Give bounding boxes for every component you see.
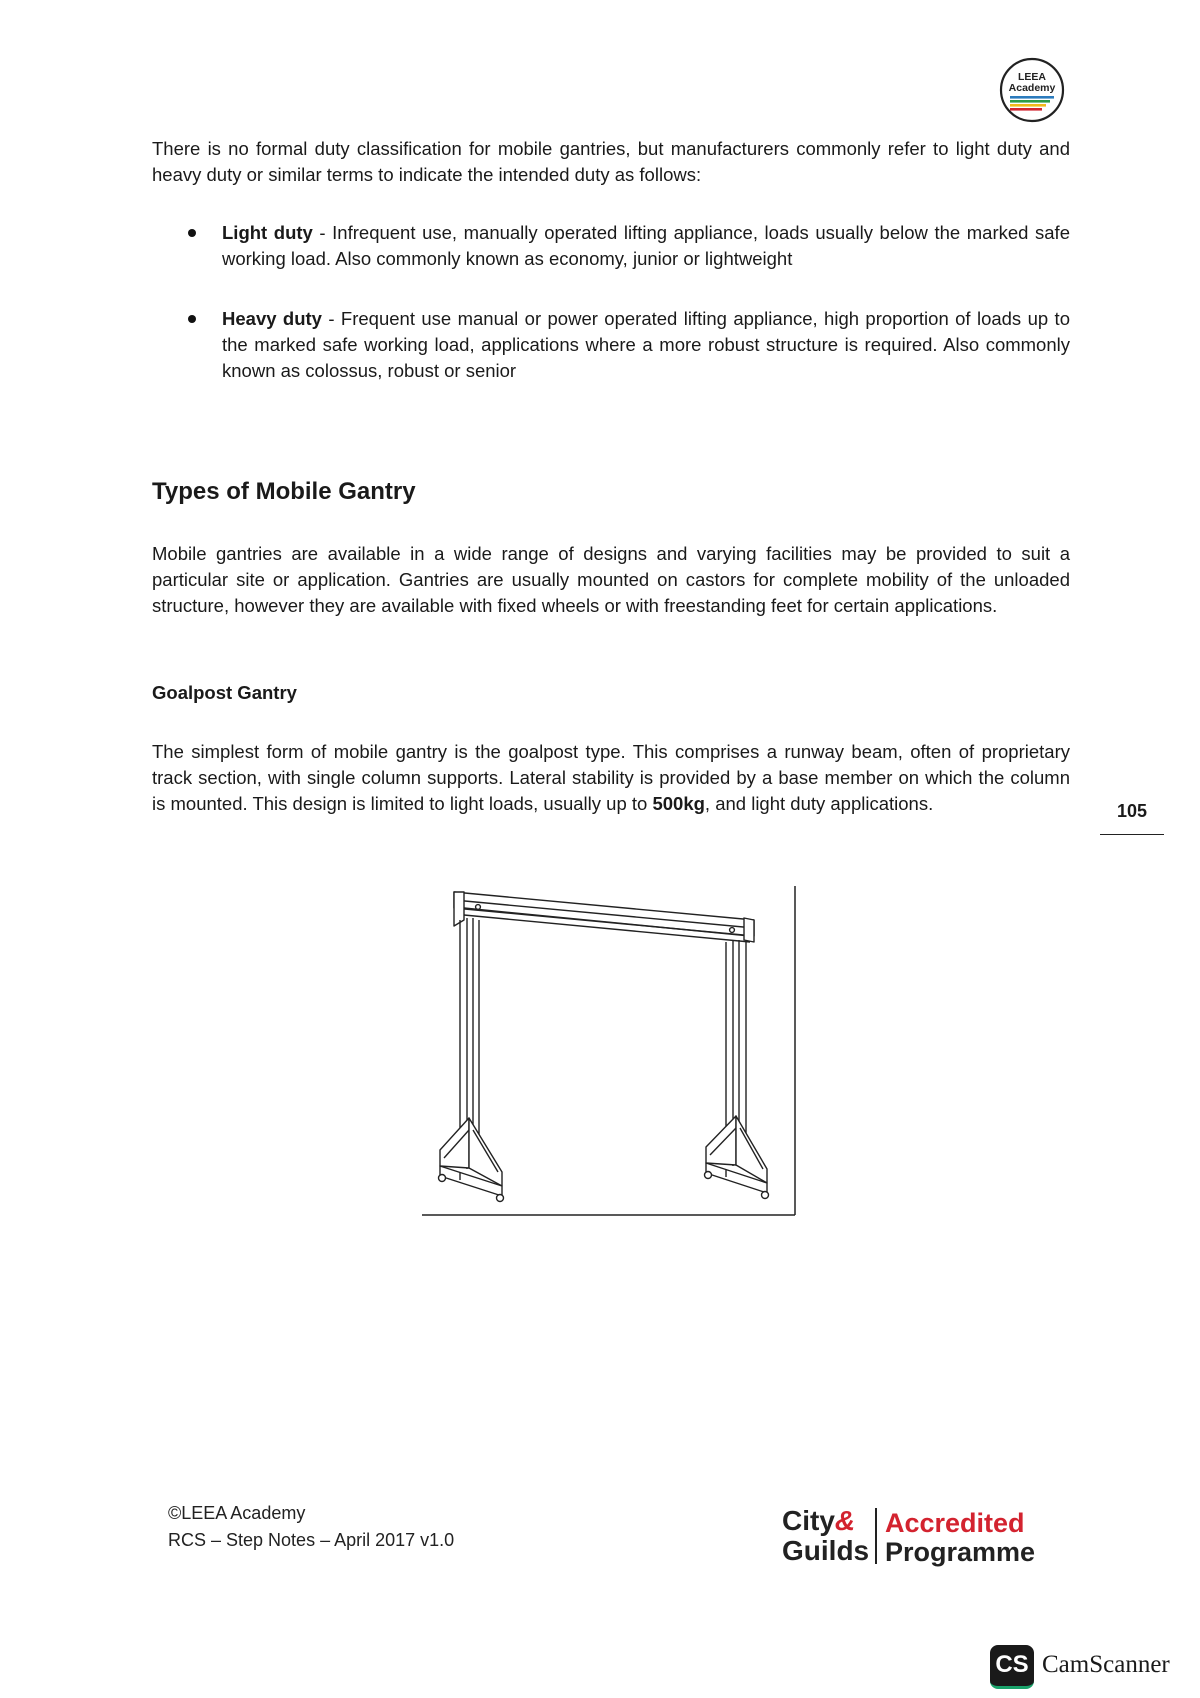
copyright-text: ©LEEA Academy (168, 1503, 306, 1523)
logo-line-1: LEEA (1017, 71, 1047, 83)
document-reference: RCS – Step Notes – April 2017 v1.0 (168, 1530, 455, 1550)
logo-guilds: Guilds (782, 1535, 870, 1566)
paragraph-text-end: , and light duty applications. (704, 793, 934, 814)
bullet-text: - Infrequent use, manually operated lifting appliance, loads usually below the marked safe working load. Also commonly known as economy, junior or lightweight (222, 222, 1070, 269)
logo-city (782, 1506, 855, 1536)
bullet-text: - Frequent use manual or power operated lifting appliance, high proportion of loads up to the marked safe working load, applications where a more robust structure is required. Also commonly known as colossus, robust or senior (222, 308, 1070, 381)
page-number: 105 (1116, 801, 1148, 821)
logo-accredited: Accredited (885, 1508, 1025, 1538)
section-paragraph: Mobile gantries are available in a wide range of designs and varying facilities may be provided to suit a particular site or application. Gantries are usually mounted on castors for complete mobility of the unloaded structure, however they are available with fixed wheels or with freestanding feet for certain applications. (152, 543, 1070, 616)
page-number-rule (1100, 834, 1164, 835)
intro-paragraph: There is no formal duty classification for mobile gantries, but manufacturers commonly refer to light duty and heavy duty or similar terms to indicate the intended duty as follows: (152, 138, 1070, 185)
bullet-term: Heavy duty (222, 308, 322, 329)
section-heading: Types of Mobile Gantry (152, 478, 416, 505)
city-guilds-accredited-logo (782, 1505, 1036, 1570)
bullet-icon (188, 315, 196, 323)
camscanner-watermark (990, 1645, 1190, 1691)
logo-divider (875, 1508, 877, 1564)
camscanner-label: CamScanner (1042, 1651, 1170, 1678)
logo-city-word: City (782, 1505, 835, 1536)
list-item (152, 306, 1070, 384)
subsection-paragraph (152, 739, 1070, 817)
footer-info (168, 1500, 454, 1554)
camscanner-icon: CS (990, 1645, 1034, 1689)
list-item (152, 220, 1070, 272)
goalpost-gantry-illustration (420, 880, 800, 1220)
bullet-term: Light duty (222, 222, 313, 243)
leea-academy-logo (998, 56, 1066, 124)
paragraph-bold-value: 500kg (652, 793, 705, 814)
logo-ampersand: & (834, 1505, 856, 1536)
logo-line-2: Academy (1008, 82, 1056, 94)
logo-programme: Programme (885, 1537, 1036, 1567)
paragraph-text: The simplest form of mobile gantry is the goalpost type. This comprises a runway beam, often of proprietary track section, with single column supports. Lateral stability is provided by a base member on which the column is mounted. This design is limited to light loads, usually up to (152, 741, 1070, 814)
duty-list (152, 220, 1070, 384)
bullet-icon (188, 229, 196, 237)
subsection-heading: Goalpost Gantry (152, 682, 297, 703)
